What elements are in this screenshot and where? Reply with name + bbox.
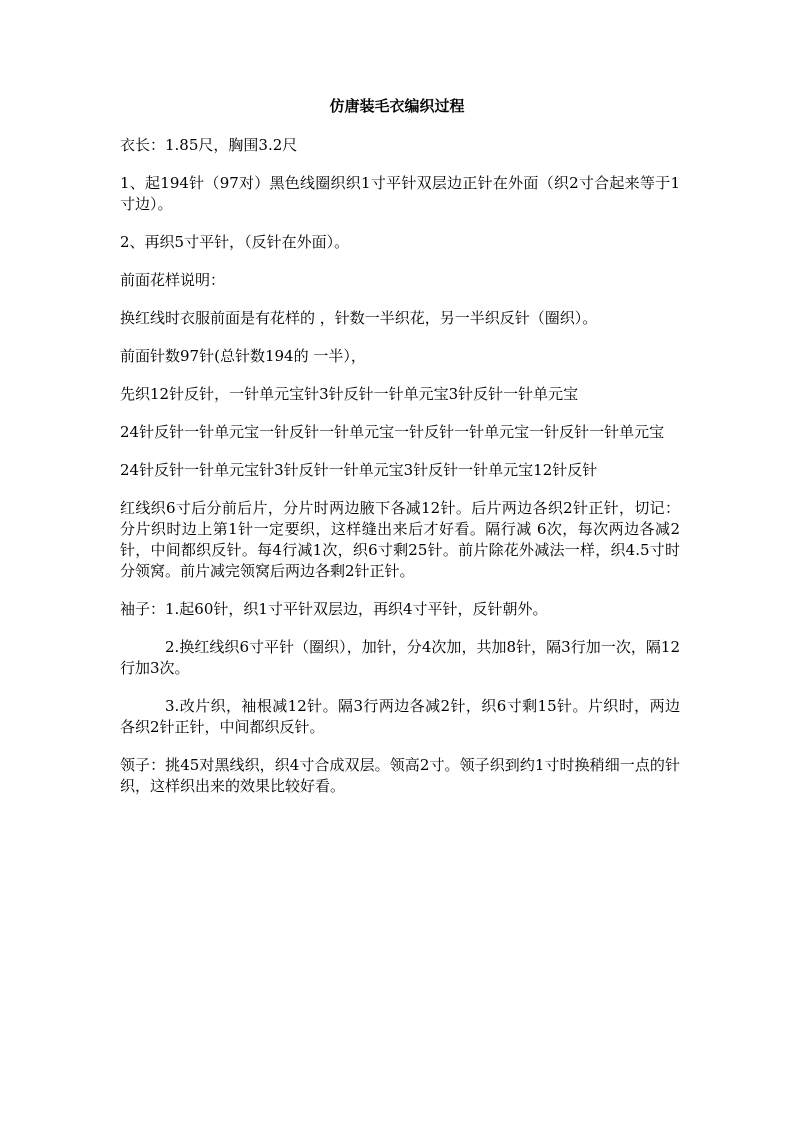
document-title: 仿唐装毛衣编织过程 — [329, 97, 465, 115]
paragraph-step-1: 1、起194针（97对）黑色线圈织织1寸平针双层边正针在外面（织2寸合起来等于1寸边）。 — [120, 174, 680, 213]
paragraph-collar: 领子：挑45对黑线织，织4寸合成双层。领高2寸。领子织到约1寸时换稍细一点的针织，这样织出来的效果比较好看。 — [120, 756, 680, 795]
paragraph-size: 衣长：1.85尺，胸围3.2尺 — [120, 136, 298, 154]
paragraph-sleeve-step-1: 袖子：1.起60针，织1寸平针双层边，再织4寸平针，反针朝外。 — [120, 600, 548, 618]
paragraph-pattern-row-1: 先织12针反针，一针单元宝针3针反针一针单元宝3针反针一针单元宝 — [120, 385, 579, 403]
paragraph-front-pattern-heading: 前面花样说明： — [120, 271, 226, 289]
paragraph-pattern-row-2: 24针反针一针单元宝一针反针一针单元宝一针反针一针单元宝一针反针一针单元宝 — [120, 423, 665, 441]
paragraph-body-shaping: 红线织6寸后分前后片，分片时两边腋下各减12针。后片两边各织2针正针，切记：分片织时边上第1针一定要织，这样缝出来后才好看。隔行减 6次，每次两边各减2针，中间都织反针。每4行减1次，织6寸剩25针。前片除花外减法一样，织4.5寸时分领窝。前片减完领窝后两边各剩2针正针。 — [120, 499, 680, 580]
paragraph-front-stitch-count: 前面针数97针(总针数194的 一半）， — [120, 347, 366, 365]
paragraph-sleeve-step-3: 3.改片织，袖根减12针。隔3行两边各减2针，织6寸剩15针。片织时，两边各织2针正针，中间都织反针。 — [120, 697, 680, 736]
paragraph-sleeve-step-2: 2.换红线织6寸平针（圈织），加针，分4次加，共加8针，隔3行加一次，隔12行加3次。 — [120, 638, 680, 677]
paragraph-front-pattern-intro: 换红线时衣服前面是有花样的 ，针数一半织花，另一半织反针（圈织）。 — [120, 309, 598, 327]
document-body — [120, 135, 680, 814]
paragraph-step-2: 2、再织5寸平针，（反针在外面）。 — [120, 233, 350, 251]
paragraph-pattern-row-3: 24针反针一针单元宝针3针反针一针单元宝3针反针一针单元宝12针反针 — [120, 461, 598, 479]
